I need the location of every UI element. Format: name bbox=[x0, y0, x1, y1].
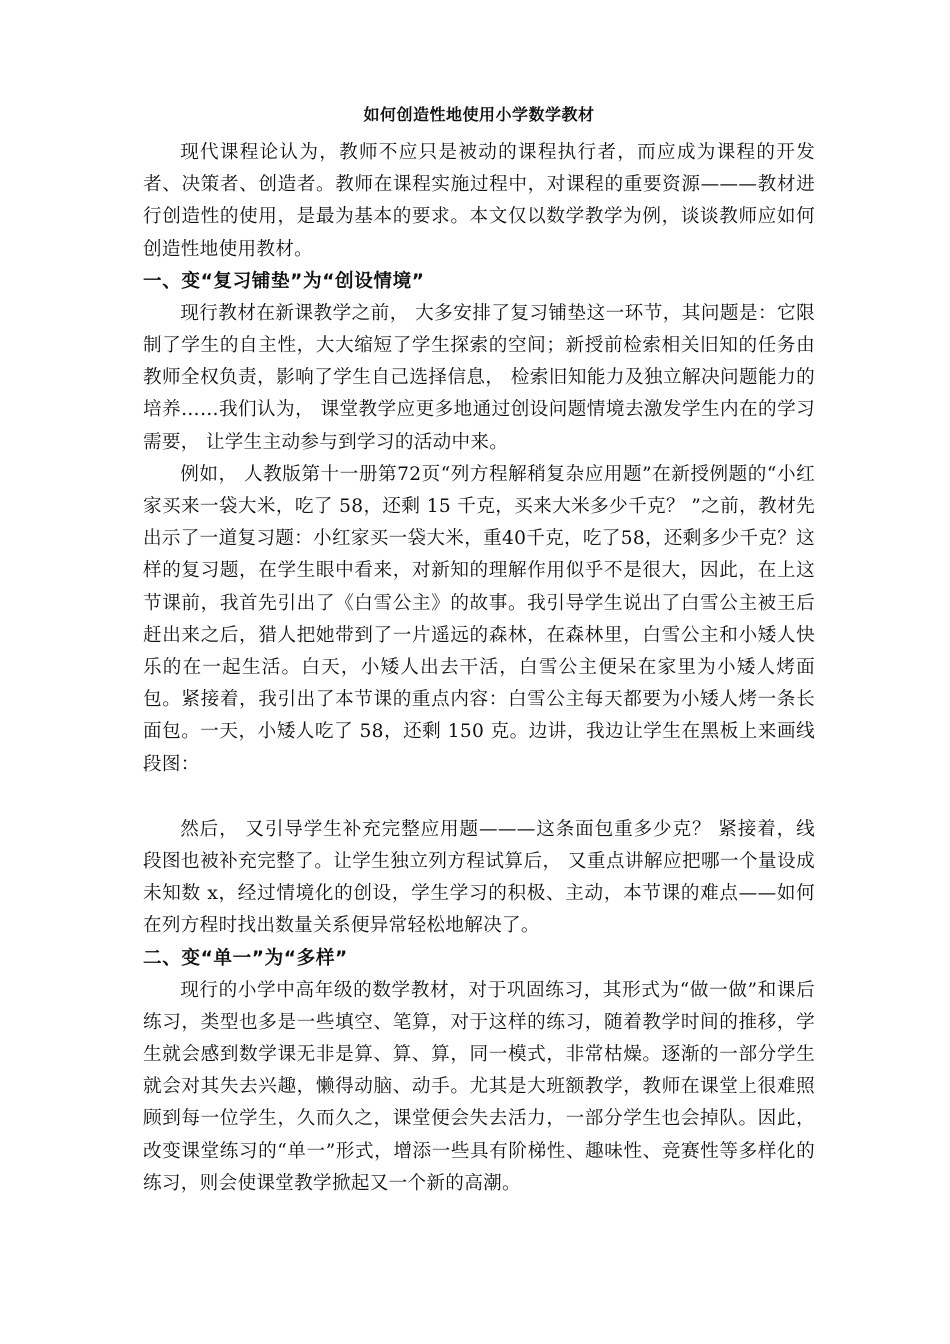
intro-paragraph: 现代课程论认为，教师不应只是被动的课程执行者，而应成为课程的开发者、决策者、创造者。教师在课程实施过程中，对课程的重要资源———教材进行创造性的使用，是最为基本的要求。本文仅以数学教学为例，谈谈教师应如何创造性地使用教材。 bbox=[143, 142, 815, 260]
section-2-heading: 二、变“单一”为“多样” bbox=[143, 947, 348, 969]
section-1-paragraph-3: 然后， 又引导学生补充完整应用题———这条面包重多少克？ 紧接着，线段图也被补充完整了。让学生独立列方程试算后， 又重点讲解应把哪一个量设成未知数 x，经过情境化的创设，学生学习的积极、主动，本节课的难点——如何在列方程时找出数量关系便异常轻松地解决了。 bbox=[143, 818, 815, 937]
document-page bbox=[143, 103, 815, 1200]
section-1-paragraph-1: 现行教材在新课教学之前， 大多安排了复习铺垫这一环节，其问题是：它限制了学生的自主性，大大缩短了学生探索的空间；新授前检索相关旧知的任务由教师全权负责，影响了学生自己选择信息， 检索旧知能力及独立解决问题能力的培养……我们认为， 课堂教学应更多地通过创设问题情境去激发学生内在的学习需要， 让学生主动参与到学习的活动中来。 bbox=[143, 302, 815, 453]
document-title: 如何创造性地使用小学数学教材 bbox=[363, 105, 595, 124]
blank-figure-space bbox=[143, 781, 815, 814]
section-1-paragraph-2: 例如， 人教版第十一册第72页“列方程解稍复杂应用题”在新授例题的“小红家买来一袋大米，吃了 58，还剩 15 千克，买来大米多少千克？ ”之前，教材先出示了一道复习题：小红家买一袋大米，重40千克，吃了58，还剩多少千克？这样的复习题，在学生眼中看来，对新知的理解作用似乎不是很大，因此，在上这节课前，我首先引出了《白雪公主》的故事。我引导学生说出了白雪公主被王后赶出来之后，猎人把她带到了一片遥远的森林，在森林里，白雪公主和小矮人快乐的在一起生活。白天，小矮人出去干活，白雪公主便呆在家里为小矮人烤面包。紧接着，我引出了本节课的重点内容：白雪公主每天都要为小矮人烤一条长面包。一天，小矮人吃了 58，还剩 150 克。边讲，我边让学生在黑板上来画线段图： bbox=[143, 463, 816, 775]
section-2-paragraph-1: 现行的小学中高年级的数学教材，对于巩固练习，其形式为“做一做”和课后练习，类型也多是一些填空、笔算，对于这样的练习，随着教学时间的推移，学生就会感到数学课无非是算、算、算，同一模式，非常枯燥。逐渐的一部分学生就会对其失去兴趣，懒得动脑、动手。尤其是大班额教学，教师在课堂上很难照顾到每一位学生，久而久之，课堂便会失去活力，一部分学生也会掉队。因此，改变课堂练习的“单一”形式，增添一些具有阶梯性、趣味性、竞赛性等多样化的练习，则会使课堂教学掀起又一个新的高潮。 bbox=[143, 979, 815, 1194]
section-1-heading: 一、变“复习铺垫”为“创设情境” bbox=[143, 270, 425, 292]
